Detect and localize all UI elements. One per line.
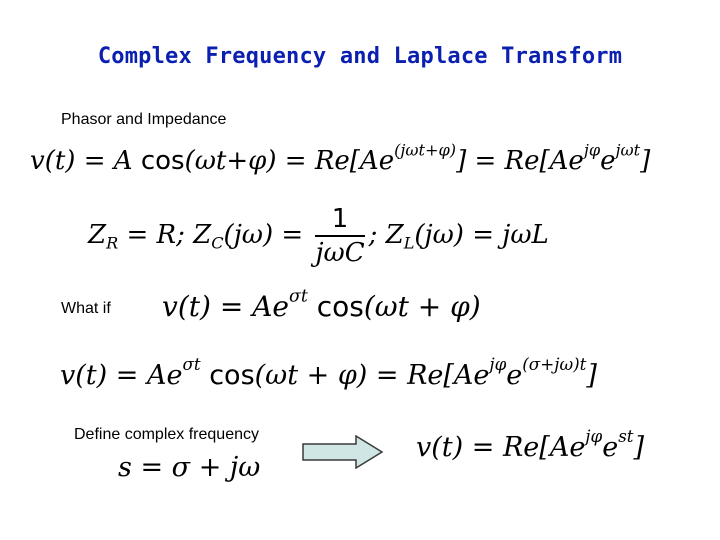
define-label: Define complex frequency xyxy=(74,426,259,443)
phasor-equation: v(t) = A $\cos(\omega t+\varphi) = Re[Ae^{(j\omega t+\varphi)}] = Re[Ae^{j\varphi}e^{j\omega t}]$ xyxy=(30,140,651,176)
phasor-label: Phasor and Impedance xyxy=(61,111,227,128)
what-if-label: What if xyxy=(61,300,111,317)
page-title: Complex Frequency and Laplace Transform xyxy=(97,44,623,69)
right-arrow-icon xyxy=(302,435,384,474)
what-if-equation: $v(t) = Ae^{\sigma t}$ cos(ωt + φ) xyxy=(162,286,481,323)
result-equation: $v(t) = Re[Ae^{j\varphi}e^{st}]$ xyxy=(416,425,645,463)
expanded-equation: $v(t) = Ae^{\sigma t}$ $\cos(\omega t + \varphi) = Re[Ae^{j\varphi}e^{(\sigma+j\omega)t}]$ xyxy=(60,353,597,391)
s-definition-equation: s = σ + jω xyxy=(118,452,261,483)
impedance-equation: $Z_R = R$; $Z_C(j\omega)$ = $\frac{1}{\text{jωC}}$ ; $Z_L(j\omega) = j\omega L$ xyxy=(88,204,549,268)
